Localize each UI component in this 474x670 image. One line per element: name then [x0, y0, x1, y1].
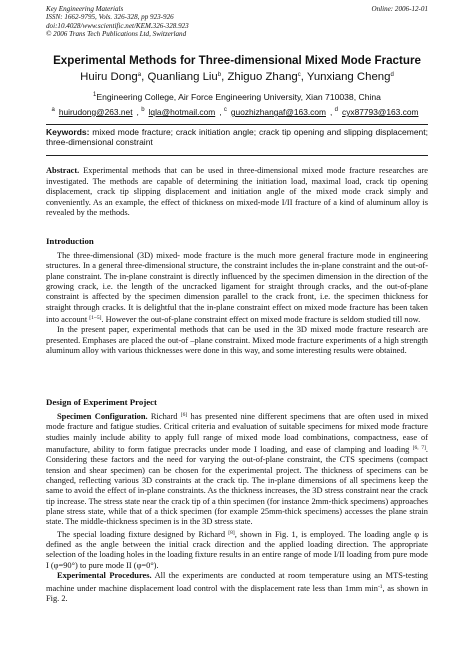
- paragraph-text: , as shown in Fig. 2.: [46, 583, 428, 603]
- email-mark: a: [51, 107, 55, 113]
- email-mark: c: [223, 107, 227, 113]
- online-date: Online: 2006-12-01: [371, 5, 428, 13]
- affiliation-mark: 1: [93, 92, 97, 98]
- email-mark: b: [141, 107, 145, 113]
- email-link[interactable]: huirudong@263.net: [58, 107, 133, 117]
- author-mark: a: [137, 72, 142, 78]
- paper-title: Experimental Methods for Three-dimensional Mixed Mode Fracture: [53, 54, 421, 67]
- citation-ref: [6, 7]: [412, 445, 426, 452]
- keywords-label: Keywords:: [46, 127, 90, 137]
- author-name: Yunxiang Cheng: [306, 71, 391, 83]
- paragraph-text: The three-dimensional (3D) mixed- mode fracture is the much more general fracture mode in engineering structures. In a general three-dimensional structure, the constraint includes the in-plane constraint and the out-of-plane constraint. The in-plane constraint is directly influenced by the specimen dimension in the direction of the growing crack, i.e. the length of the uncracked ligament for straight through cracks, and the out-of-plane constraint is affected by the specimen dimension parallel to the crack front, i.e. the specimen thickness for straight through cracks. It is delightful that the in-plane constraint effect on mixed mode fracture has been taken into account: [46, 251, 428, 325]
- email-link[interactable]: guozhizhangaf@163.com: [230, 107, 326, 117]
- author-name: Quanliang Liu: [147, 71, 218, 83]
- affiliation-text: Engineering College, Air Force Engineering University, Xian 710038, China: [96, 92, 381, 102]
- paragraph-text: In the present paper, experimental methods that can be used in the 3D mixed mode fracture research are presented. Emphases are placed the out-of –plane constraint. Mixed mode fracture experiments of a high strength aluminum alloy with various thicknesses were done in this way, and some interesting results were obtained.: [46, 325, 428, 356]
- author-name: Huiru Dong: [80, 71, 138, 83]
- paragraph-text: . However the out-of-plane constraint effect on mixed mode fracture is seldom studied till now.: [101, 315, 421, 325]
- author-mark: c: [297, 72, 301, 78]
- specimen-paragraph: [46, 410, 428, 528]
- fixture-paragraph: [46, 528, 428, 571]
- keywords-block: [46, 127, 428, 148]
- procedures-label: Experimental Procedures.: [57, 571, 152, 581]
- paragraph-text: , shown in Fig. 1, is employed. The loading angle φ is defined as the angle between the initial crack direction and the applied loading direction. The appropriate selection of the loading holes in the loading fixture results in an entire range of mode I/II loading from pure mode I (φ=90°) to pure mode II (φ=0°).: [46, 529, 429, 570]
- abstract-label: Abstract.: [46, 166, 80, 175]
- paragraph-text: . Considering these factors and the need for varying the out-of-plane constraint, the CTS specimens (compact tension and shear specimen) can be chosen for the experimental project. The thickness of specimens can be changed, reflecting various 3D constraints at the crack tip. The in-plane dimensions of all specimens keep the same to avoid the effect of in-plane constraints. As the thickness increases, the 3D stress constraint near the crack tip increase. The stress state near the crack tip of a thin specimen (for instance 2mm-thick specimens) approaches plane stress state, while that of a thick specimen (for example 25mm-thick specimens) accesses the plane strain state. The middle-thickness specimen is in the 3D stress state.: [46, 445, 428, 527]
- citation-ref: [1~5]: [89, 315, 102, 322]
- journal-masthead: [46, 5, 428, 39]
- citation-ref: [6]: [180, 412, 188, 418]
- introduction-body: [46, 251, 428, 356]
- keywords-top-rule: [46, 124, 428, 125]
- keywords-text: mixed mode fracture; crack initiation angle; crack tip opening and slipping displacement; three-dimensional constraint: [46, 127, 428, 148]
- introduction-paragraph: [46, 251, 428, 325]
- procedures-paragraph: [46, 571, 428, 604]
- journal-name: Key Engineering Materials: [46, 5, 124, 13]
- journal-doi: doi:10.4028/www.scientific.net/KEM.326-328.923: [46, 21, 189, 30]
- paragraph-text: has presented nine different specimens that are often used in mixed mode fracture and fatigue studies. Critical criteria and evaluation of suitable specimens for mixed mode fracture studies mainly include ability to apply full range of mixed mode load combinations, compactness, ease of manufacture, ability to form fatigue precracks under mode I loading, and ease of clamping and loading: [46, 412, 429, 455]
- abstract-text: Experimental methods that can be used in three-dimensional mixed mode fracture researches are investigated. The methods are capable of determining the initiation load, maximal load, crack tip opening displacement, crack tip slipping displacement and initiation angle of the mixed mode crack simply and conveniently. As an example, the effect of thickness on mixed-mode I/II fracture of a kind of aluminum alloy is revealed by the methods.: [46, 166, 428, 218]
- introduction-heading: Introduction: [46, 236, 94, 246]
- citation-ref: [8]: [228, 529, 235, 536]
- journal-copyright: © 2006 Trans Tech Publications Ltd, Switzerland: [46, 30, 187, 39]
- email-list: $^a$ huirudong@263.net , $^b$ lqla@hotmail.com , $^c$ guozhizhangaf@163.com , $^d$ cyx87793@163.com: [51, 107, 419, 117]
- author-mark: b: [217, 72, 222, 78]
- design-heading: Design of Experiment Project: [46, 397, 157, 407]
- affiliation: [30, 92, 444, 102]
- paragraph-text: The special loading fixture designed by Richard: [57, 529, 229, 539]
- abstract-block: [46, 166, 428, 219]
- email-mark: d: [334, 107, 338, 113]
- author-list: Huiru Dong$^a$, Quanliang Liu$^b$, Zhiguo Zhang$^c$, Yunxiang Cheng$^d$: [80, 71, 394, 83]
- paragraph-text: Richard: [147, 412, 181, 421]
- unit-exponent: -1: [377, 583, 383, 590]
- journal-issn: ISSN: 1662-9795, Vols. 326-328, pp 923-926: [46, 13, 174, 22]
- introduction-paragraph: [46, 325, 428, 356]
- email-link[interactable]: cyx87793@163.com: [342, 107, 419, 117]
- specimen-label: Specimen Configuration.: [57, 412, 148, 421]
- design-body: [46, 410, 428, 604]
- author-mark: d: [390, 72, 394, 78]
- keywords-bottom-rule: [46, 155, 428, 156]
- email-link[interactable]: lqla@hotmail.com: [148, 107, 216, 117]
- paragraph-text: All the experiments are conducted at room temperature using an MTS-testing machine under machine displacement load control with the displacement rate less than 1mm min: [46, 571, 428, 593]
- author-name: Zhiguo Zhang: [227, 71, 298, 83]
